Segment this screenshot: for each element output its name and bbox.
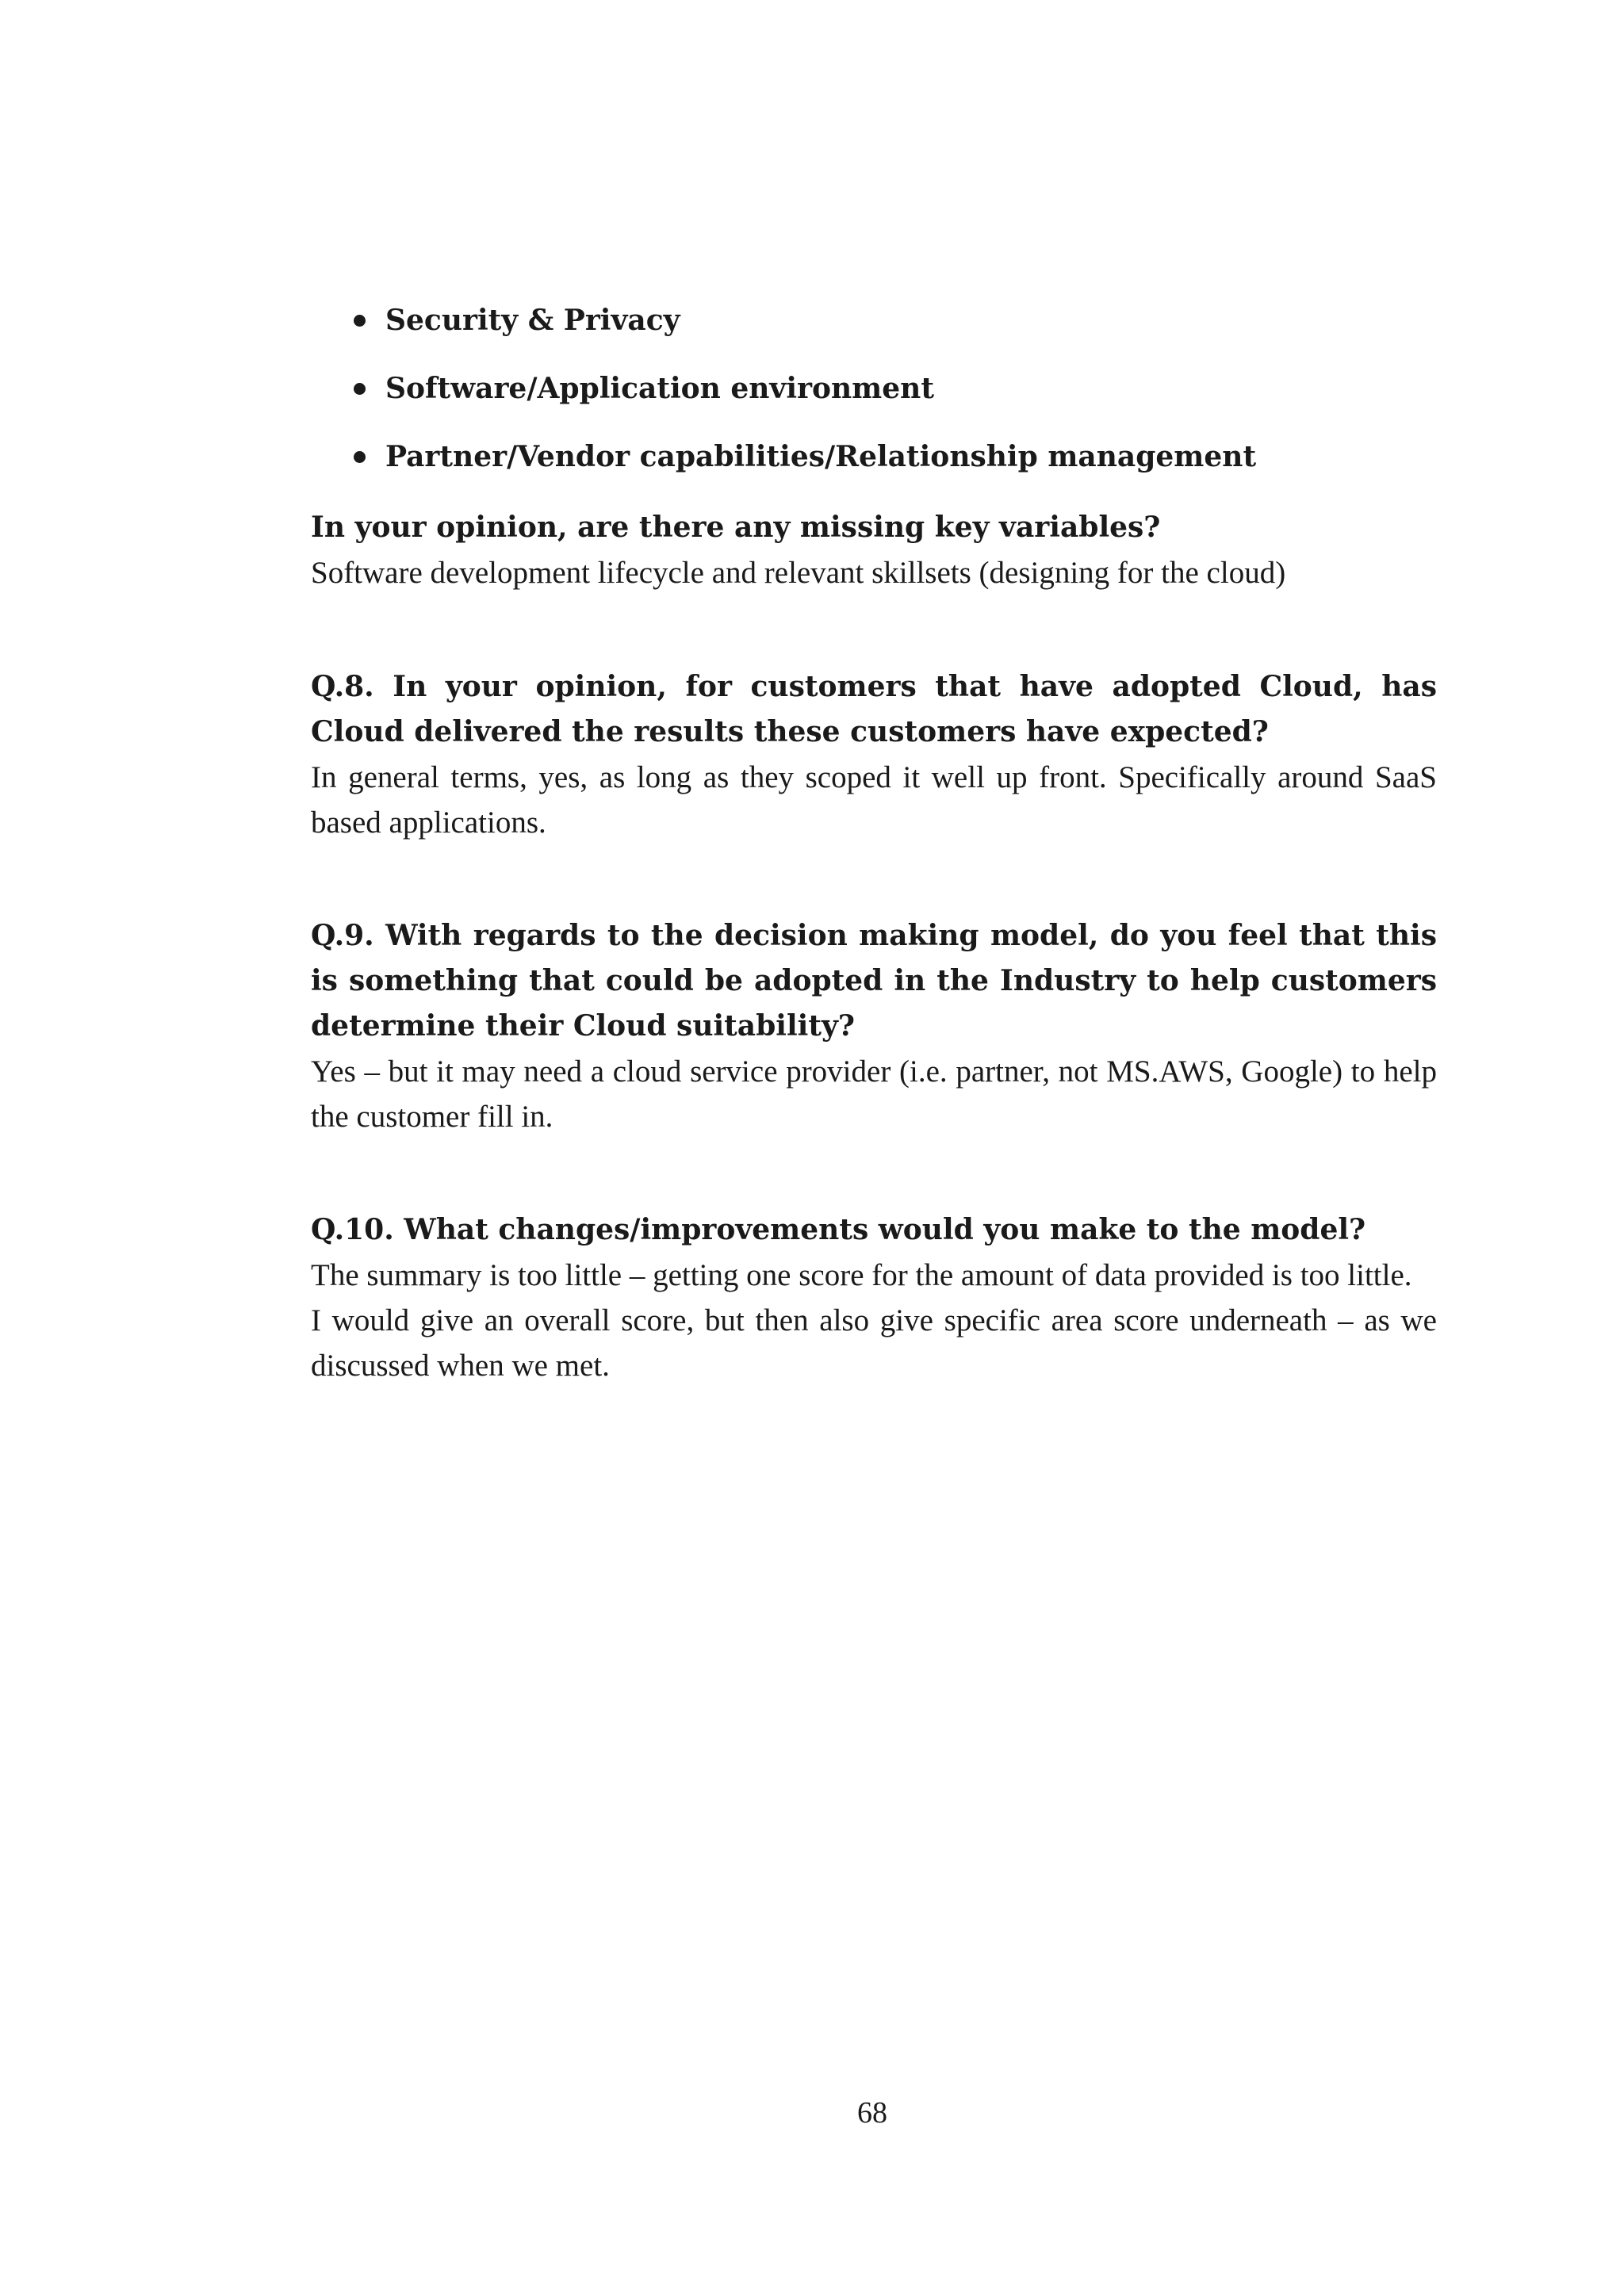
question-heading: Q.8. In your opinion, for customers that have adopted Cloud, has Cloud delivered the results these customers have expected? [311,670,1437,748]
bullet-item [349,301,1443,369]
q9-section [311,913,1437,1139]
bullet-text: Software/Application environment [385,372,934,405]
bullet-item [349,438,1443,506]
question-heading: Q.10. What changes/improvements would you make to the model? [311,1213,1366,1246]
answer-paragraph: I would give an overall score, but then also give specific area score underneath – as we discussed when we met. [311,1303,1437,1383]
bullet-text: Security & Privacy [385,304,680,337]
bullet-item [349,369,1443,438]
bullet-icon [354,315,366,327]
page-number: 68 [857,2096,887,2130]
answer-text: Yes – but it may need a cloud service provider (i.e. partner, not MS.AWS, Google) to help the customer fill in. [311,1054,1437,1134]
bullet-icon [354,383,366,395]
question-heading: In your opinion, are there any missing key variables? [311,511,1161,544]
answer-paragraph: The summary is too little – getting one score for the amount of data provided is too little. [311,1258,1412,1292]
q8-section [311,664,1437,845]
bullet-icon [354,451,366,463]
answer-text: In general terms, yes, as long as they scoped it well up front. Specifically around SaaS based applications. [311,760,1437,840]
missing-variables-section [311,505,1437,595]
q10-section [311,1207,1437,1388]
question-heading: Q.9. With regards to the decision making model, do you feel that this is something that could be adopted in the Industry to help customers determine their Cloud suitability? [311,919,1437,1043]
answer-text [311,1253,1437,1388]
bullet-list [349,301,1443,506]
answer-text: Software development lifecycle and relevant skillsets (designing for the cloud) [311,556,1286,590]
bullet-text: Partner/Vendor capabilities/Relationship management [385,440,1257,473]
